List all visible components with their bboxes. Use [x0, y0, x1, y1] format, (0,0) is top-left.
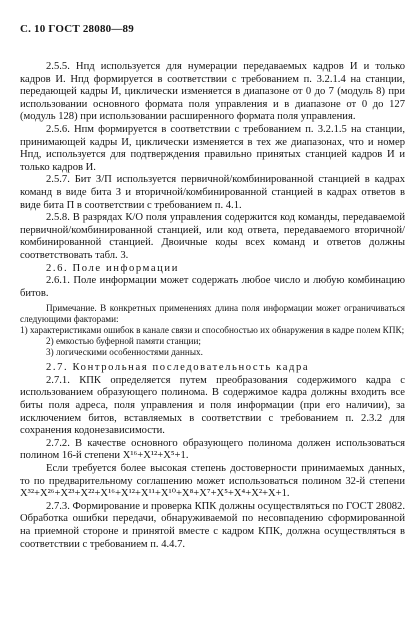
note-item-3: 3) логическими особенностями данных.	[46, 347, 203, 358]
paragraph-2-5-5: 2.5.5. Нпд используется для нумерации передаваемых кадров И и только кадров И. Нпд формируется в соответствии с требованием п. 3.2.1.4 на станции, передающей кадры И, циклически изменяется в диапазоне от 0 до 7 (модуль 8) при использовании основного формата поля управления и в диапазоне от 0 до 127 (модуль 128) при использовании расширенного формата поля управления.	[20, 61, 405, 123]
paragraph-2-7-1: 2.7.1. КПК определяется путем преобразования содержимого кадра с использованием образующего полинома. В содержимое кадра должны входить все биты поля адреса, поля управления и поля информации (при его наличии), за исключением битов, вставляемых в соответствии с требованием п. 2.3.2 для сохранения кодонезависимости.	[20, 374, 405, 437]
standard-id: ГОСТ 28080—89	[48, 23, 134, 35]
paragraph-2-7-2: 2.7.2. В качестве основного образующего полинома должен использоваться полином 16-й степени X¹⁶+X¹²+X⁵+1.	[20, 437, 405, 462]
note-intro: Примечание. В конкретных применениях длина поля информации может ограничиваться следующими факторами:	[20, 303, 405, 325]
section-heading-2-7: 2.7. Контрольная последовательность кадра	[46, 362, 310, 374]
paragraph-2-7-2-continued: Если требуется более высокая степень достоверности принимаемых данных, то по предварительному соглашению может использоваться полином 32-й степени X³²+X²⁶+X²³+X²²+X¹⁶+X¹²+X¹¹+X¹⁰+X⁸+X⁷+X⁵+X⁴+X²+X+1.	[20, 463, 405, 500]
paragraph-2-5-6: 2.5.6. Нпм формируется в соответствии с требованием п. 3.2.1.5 на станции, принимающей кадры И, циклически изменяется в тех же диапазонах, что и номер Нпд, используется для подтверждения правильно принятых станцией кадров И и только кадров И.	[20, 123, 405, 173]
paragraph-2-6-1: 2.6.1. Поле информации может содержать любое число и любую комбинацию битов.	[20, 275, 405, 299]
section-heading-2-6: 2.6. Поле информации	[46, 262, 179, 274]
paragraph-2-5-7: 2.5.7. Бит З/П используется первичной/комбинированной станцией в кадрах команд в виде бита З и вторичной/комбинированной станцией в кадрах ответов в виде бита П в соответствии с требованием п. 4.1.	[20, 174, 405, 211]
paragraph-2-7-3: 2.7.3. Формирование и проверка КПК должны осуществляться по ГОСТ 28082. Обработка ошибки передачи, обнаруживаемой по несовпадению сформированной на приемной стороне и принятой вместе с кадром КПК, должна осуществляться в соответствии с требованием п. 4.4.7.	[20, 500, 405, 550]
note-item-1: 1) характеристиками ошибок в канале связи и способностью их обнаружения в кадре полем КПК;	[20, 325, 405, 336]
note-item-2: 2) емкостью буферной памяти станции;	[46, 336, 201, 347]
page-number: С. 10	[20, 23, 46, 35]
page-header	[20, 23, 405, 35]
paragraph-2-5-8: 2.5.8. В разрядах К/О поля управления содержится код команды, передаваемой первичной/комбинированной станцией, или код ответа, передаваемого вторичной/комбинированной станцией. Двоичные коды всех команд и ответов должны соответствовать табл. 3.	[20, 212, 405, 261]
